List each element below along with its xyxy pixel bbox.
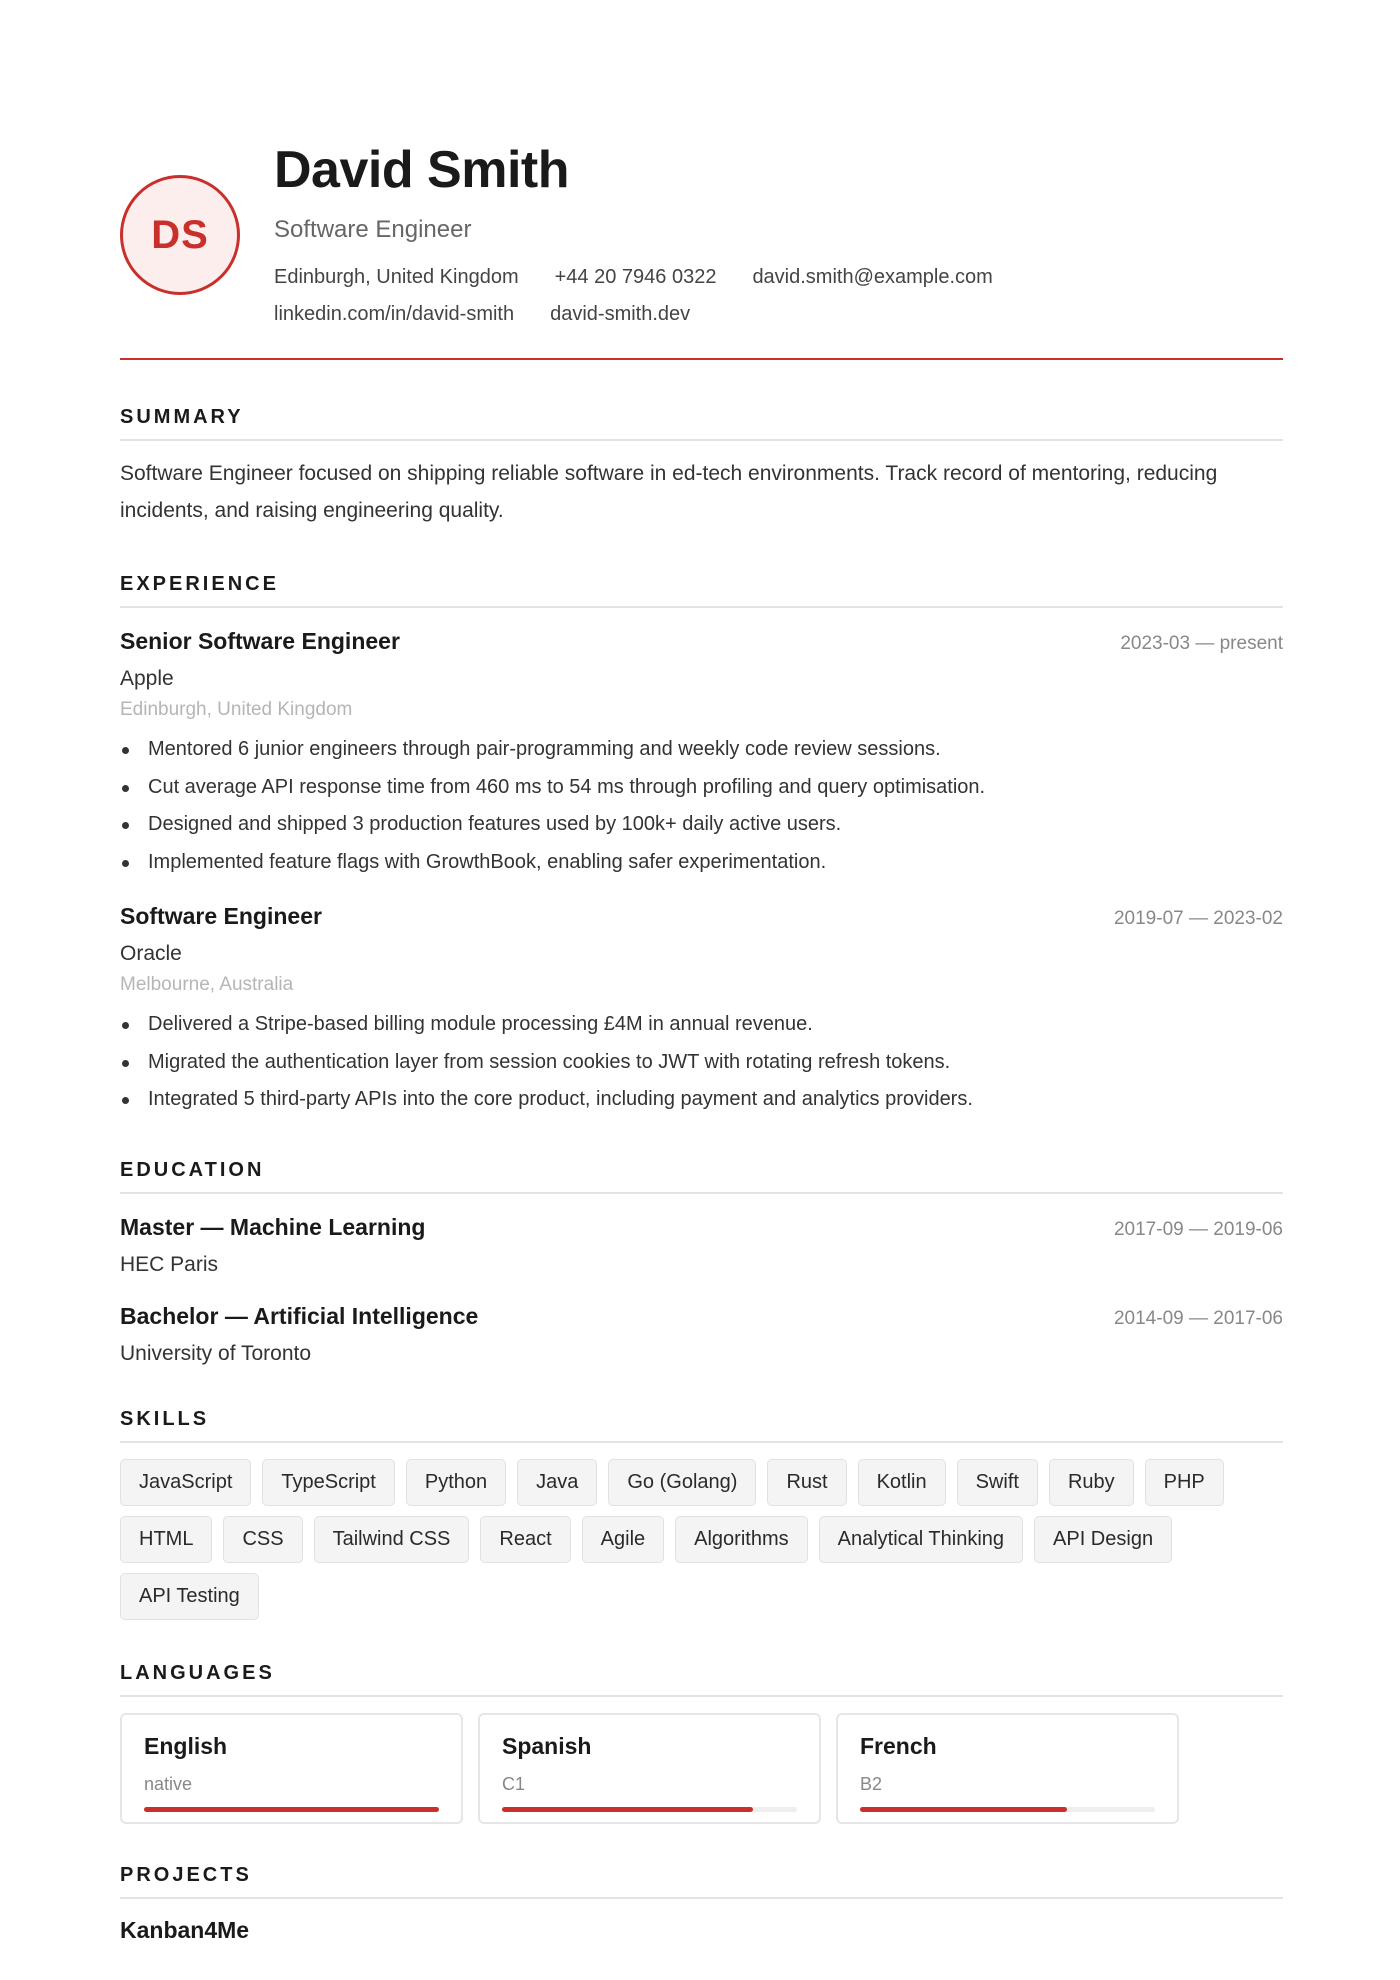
section-heading-languages: LANGUAGES — [120, 1662, 1283, 1697]
skill-chip: Kotlin — [858, 1459, 946, 1506]
language-proficiency-fill — [144, 1807, 439, 1812]
language-card — [836, 1713, 1179, 1824]
language-name: English — [144, 1732, 228, 1759]
section-heading-skills: SKILLS — [120, 1408, 1283, 1443]
experience-item — [120, 903, 1283, 1119]
language-proficiency-fill — [860, 1807, 1067, 1812]
skill-chip: API Design — [1034, 1516, 1172, 1563]
language-name: Spanish — [502, 1732, 592, 1759]
language-name: French — [860, 1732, 937, 1759]
job-bullet: Cut average API response time from 460 ms to 54 ms through profiling and query optimisation. — [120, 769, 1283, 807]
job-location: Edinburgh, United Kingdom — [120, 699, 353, 720]
contact-website[interactable]: david-smith.dev — [550, 303, 691, 325]
job-dates: 2019-07 — 2023-02 — [1113, 908, 1283, 929]
education-item — [120, 1303, 1283, 1366]
skill-chip: Swift — [957, 1459, 1038, 1506]
job-role: Senior Software Engineer — [120, 628, 400, 654]
header-divider — [120, 358, 1283, 360]
job-bullet: Migrated the authentication layer from session cookies to JWT with rotating refresh tokens. — [120, 1044, 1283, 1082]
skill-chip: Analytical Thinking — [819, 1516, 1023, 1563]
language-card — [478, 1713, 821, 1824]
language-level: B2 — [860, 1773, 883, 1794]
skill-chip: Java — [517, 1459, 597, 1506]
job-bullet: Delivered a Stripe-based billing module processing £4M in annual revenue. — [120, 1006, 1283, 1044]
experience-item — [120, 628, 1283, 881]
language-proficiency-bar — [860, 1807, 1155, 1812]
language-proficiency-bar — [502, 1807, 797, 1812]
job-company: Apple — [120, 667, 174, 690]
job-bullet: Implemented feature flags with GrowthBook, enabling safer experimentation. — [120, 844, 1283, 882]
skills-list — [120, 1459, 1283, 1620]
avatar-initials: DS — [151, 212, 209, 257]
job-bullet: Designed and shipped 3 production features used by 100k+ daily active users. — [120, 806, 1283, 844]
contact-location: Edinburgh, United Kingdom — [274, 266, 519, 288]
education-dates: 2014-09 — 2017-06 — [1113, 1307, 1283, 1329]
skill-chip: Python — [406, 1459, 506, 1506]
avatar — [120, 175, 240, 295]
education-dates: 2017-09 — 2019-06 — [1113, 1218, 1283, 1240]
candidate-name: David Smith — [274, 141, 569, 199]
skill-chip: Rust — [767, 1459, 846, 1506]
education-degree: Master — Machine Learning — [120, 1213, 426, 1240]
skill-chip: React — [480, 1516, 570, 1563]
languages-list — [120, 1713, 1283, 1824]
skill-chip: Ruby — [1049, 1459, 1134, 1506]
skill-chip: PHP — [1145, 1459, 1224, 1506]
section-heading-summary: SUMMARY — [120, 406, 1283, 441]
job-bullets — [120, 1006, 1283, 1119]
language-level: C1 — [502, 1773, 526, 1794]
summary-text: Software Engineer focused on shipping reliable software in ed-tech environments. Track record of mentoring, reducing incidents, and raising engineering quality. — [120, 462, 1218, 522]
contact-row — [274, 266, 993, 289]
section-heading-experience: EXPERIENCE — [120, 573, 1283, 608]
job-location: Melbourne, Australia — [120, 974, 294, 995]
candidate-title: Software Engineer — [274, 216, 472, 243]
language-level: native — [144, 1773, 193, 1794]
contact-row-links — [274, 303, 993, 326]
job-bullet: Mentored 6 junior engineers through pair-programming and weekly code review sessions. — [120, 731, 1283, 769]
contact-email[interactable]: david.smith@example.com — [752, 266, 993, 288]
skill-chip: CSS — [223, 1516, 302, 1563]
job-role: Software Engineer — [120, 903, 322, 929]
job-dates: 2023-03 — present — [1120, 633, 1283, 654]
education-school: University of Toronto — [120, 1341, 312, 1365]
education-school: HEC Paris — [120, 1252, 219, 1276]
skill-chip: API Testing — [120, 1573, 259, 1620]
job-bullet: Integrated 5 third-party APIs into the core product, including payment and analytics providers. — [120, 1081, 1283, 1119]
resume-header — [120, 140, 1283, 326]
skill-chip: Agile — [582, 1516, 664, 1563]
skill-chip: TypeScript — [262, 1459, 394, 1506]
contact-phone[interactable]: +44 20 7946 0322 — [554, 266, 717, 288]
language-card — [120, 1713, 463, 1824]
skill-chip: JavaScript — [120, 1459, 251, 1506]
job-company: Oracle — [120, 942, 182, 965]
skill-chip: Algorithms — [675, 1516, 807, 1563]
skill-chip: Go (Golang) — [608, 1459, 756, 1506]
skill-chip: Tailwind CSS — [314, 1516, 470, 1563]
education-degree: Bachelor — Artificial Intelligence — [120, 1302, 479, 1329]
education-item — [120, 1214, 1283, 1277]
section-heading-education: EDUCATION — [120, 1159, 1283, 1194]
header-text — [274, 140, 993, 326]
contact-linkedin[interactable]: linkedin.com/in/david-smith — [274, 303, 515, 325]
language-proficiency-fill — [502, 1807, 753, 1812]
section-heading-projects: PROJECTS — [120, 1864, 1283, 1899]
skill-chip: HTML — [120, 1516, 212, 1563]
project-name: Kanban4Me — [120, 1916, 250, 1943]
language-proficiency-bar — [144, 1807, 439, 1812]
resume-content — [120, 140, 1283, 1944]
job-bullets — [120, 731, 1283, 881]
